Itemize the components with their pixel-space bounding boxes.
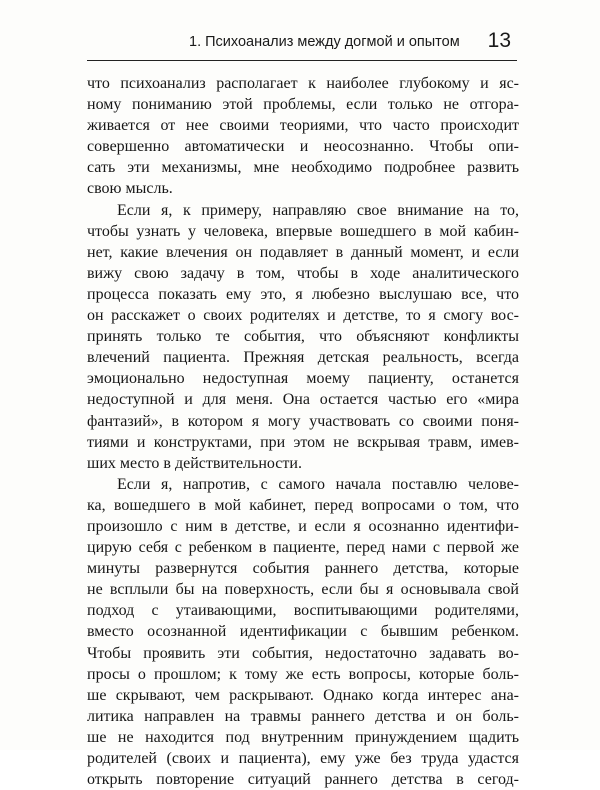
text-line: процесса показать ему это, я любезно выслушаю все, что xyxy=(87,285,519,303)
text-line: ка, вошедшего в мой кабинет, перед вопросами о том, что xyxy=(87,496,519,514)
text-line: родителей (своих и пациента), ему уже без труда удастся xyxy=(87,750,519,767)
text-line: ших место в действительности. xyxy=(87,454,302,472)
text-line: живается от нее своими теориями, что часто происходит xyxy=(87,117,519,135)
body-text xyxy=(87,73,519,790)
text-line: фантазий», в котором я могу участвовать со своими поня- xyxy=(87,412,519,430)
text-line: произошло с ним в детстве, и если я осознанно идентифи- xyxy=(87,517,519,535)
text-line: чтобы узнать у человека, впервые вошедшего в мой кабин- xyxy=(87,222,519,240)
text-line: что психоанализ располагает к наиболее глубокому и яс- xyxy=(87,75,519,92)
text-line: ному пониманию этой проблемы, если только не отгора- xyxy=(87,96,519,114)
text-line: совершенно автоматически и неосознанно. Чтобы опи- xyxy=(87,138,519,156)
text-line: нет, какие влечения он подавляет в данный момент, и если xyxy=(87,243,519,261)
text-line: литика направлен на травмы раннего детства и он боль- xyxy=(87,707,519,725)
text-line: открыть повторение ситуаций раннего детства в сегод- xyxy=(87,771,519,789)
text-line: минуты развернутся события раннего детства, которые xyxy=(87,560,519,578)
text-line: недоступной и для меня. Она остается частью его «мира xyxy=(87,391,519,409)
text-line: эмоционально недоступная моему пациенту, останется xyxy=(87,370,519,388)
text-line: тиями и конструктами, при этом не вскрывая травм, имев- xyxy=(87,433,519,451)
paragraph-start-line: Если я, напротив, с самого начала поставлю челове- xyxy=(117,475,519,493)
text-line: не всплыли бы на поверхность, если бы я основывала свой xyxy=(87,581,519,599)
text-line: цирую себя с ребенком в пациенте, перед нами с первой же xyxy=(87,539,519,557)
text-line: сать эти механизмы, мне необходимо подробнее развить xyxy=(87,159,519,177)
running-title: 1. Психоанализ между догмой и опытом xyxy=(189,34,460,50)
text-line: просы о прошлом; к тому же есть вопросы, которые боль- xyxy=(87,665,519,683)
text-line: вместо осознанной идентификации с бывшим ребенком. xyxy=(87,623,519,641)
text-line: он расскажет о своих родителях и детстве, то я смогу вос- xyxy=(87,307,519,325)
text-line: свою мысль. xyxy=(87,180,173,198)
running-header xyxy=(87,24,517,61)
text-line: Чтобы проявить эти события, недостаточно задавать во- xyxy=(87,644,519,662)
text-line: принять только те события, что объясняют конфликты xyxy=(87,328,519,346)
text-line: вижу свою задачу в том, чтобы в ходе аналитического xyxy=(87,264,519,282)
text-line: подход с утаивающими, воспитывающими родителями, xyxy=(87,602,519,620)
text-line: влечений пациента. Прежняя детская реальность, всегда xyxy=(87,349,519,367)
paragraph-start-line: Если я, к примеру, направляю свое внимание на то, xyxy=(117,201,519,219)
text-line: ше не находится под внутренним принуждением щадить xyxy=(87,728,519,746)
page-number: 13 xyxy=(487,29,511,52)
text-line: ше скрывают, чем раскрывают. Однако когда интерес ана- xyxy=(87,686,519,704)
